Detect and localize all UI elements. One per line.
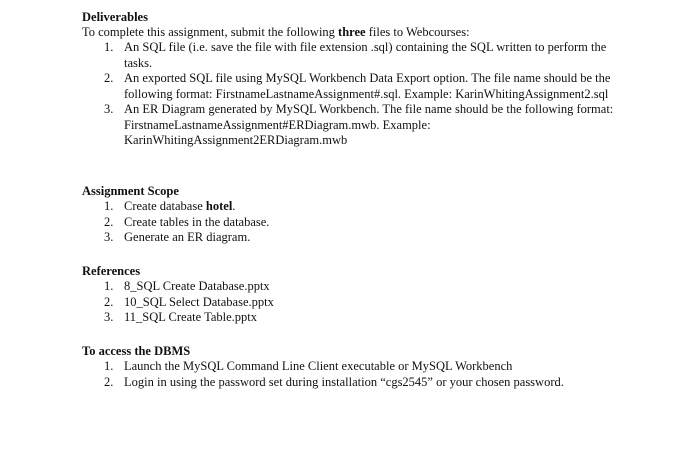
list-number: 1. [104, 40, 114, 54]
list-number: 1. [104, 279, 114, 293]
deliverable-item [82, 102, 614, 149]
list-number: 3. [104, 310, 114, 324]
scope-item [82, 215, 614, 231]
list-number: 1. [104, 359, 114, 373]
references-heading: References [82, 264, 141, 278]
list-number: 2. [104, 71, 114, 85]
scope-heading: Assignment Scope [82, 184, 179, 198]
dbms-item [82, 375, 644, 391]
scope-list [82, 199, 642, 246]
deliverable-item [82, 71, 614, 102]
list-item-text: An SQL file (i.e. save the file with file extension .sql) containing the SQL written to perform the tasks. [124, 40, 607, 70]
scope-text-post: . [232, 199, 236, 213]
list-item-text: Login in using the password set during installation “cgs2545” or your chosen password. [124, 374, 564, 389]
deliverables-intro [82, 25, 642, 40]
reference-item [82, 279, 614, 295]
list-item-text: Generate an ER diagram. [124, 230, 251, 244]
deliverables-list [82, 40, 642, 149]
deliverables-section [82, 10, 642, 149]
dbms-heading: To access the DBMS [82, 344, 191, 358]
list-item-text: 10_SQL Select Database.pptx [124, 294, 274, 309]
scope-section [82, 184, 642, 246]
list-item-text: Launch the MySQL Command Line Client executable or MySQL Workbench [124, 359, 513, 373]
list-number: 1. [104, 199, 114, 213]
deliverable-item [82, 40, 614, 71]
dbms-section [82, 344, 642, 390]
deliverables-heading: Deliverables [82, 10, 148, 24]
intro-text-post: files to Webcourses: [365, 25, 470, 39]
list-item-text: 8_SQL Create Database.pptx [124, 279, 270, 293]
list-number: 2. [104, 294, 114, 309]
list-item-text: 11_SQL Create Table.pptx [124, 310, 258, 324]
scope-text-pre: Create database [124, 199, 206, 213]
list-number: 2. [104, 374, 114, 389]
list-item-text: Create tables in the database. [124, 214, 270, 229]
list-number: 3. [104, 230, 114, 244]
reference-item [82, 310, 614, 326]
reference-item [82, 295, 614, 311]
list-item-text: An exported SQL file using MySQL Workbench Data Export option. The file name should be the following format: FirstnameLastnameAssignment#.sql. Example: KarinWhitingAssignment2.sql [124, 71, 611, 101]
intro-text-bold: three [338, 25, 366, 39]
list-number: 3. [104, 102, 114, 116]
list-item-text: An ER Diagram generated by MySQL Workbench. The file name should be the following format: FirstnameLastnameAssignment#ERDiagram.mwb. Example: KarinWhitingAssignment2ERDiagram.mwb [124, 102, 614, 147]
list-number: 2. [104, 214, 114, 229]
scope-text-bold: hotel [205, 199, 233, 213]
dbms-list [82, 359, 642, 390]
references-list [82, 279, 642, 326]
intro-text-pre: To complete this assignment, submit the following [82, 25, 339, 39]
references-section [82, 264, 642, 326]
dbms-item [82, 359, 614, 375]
scope-item [82, 230, 614, 246]
scope-item [82, 199, 614, 215]
